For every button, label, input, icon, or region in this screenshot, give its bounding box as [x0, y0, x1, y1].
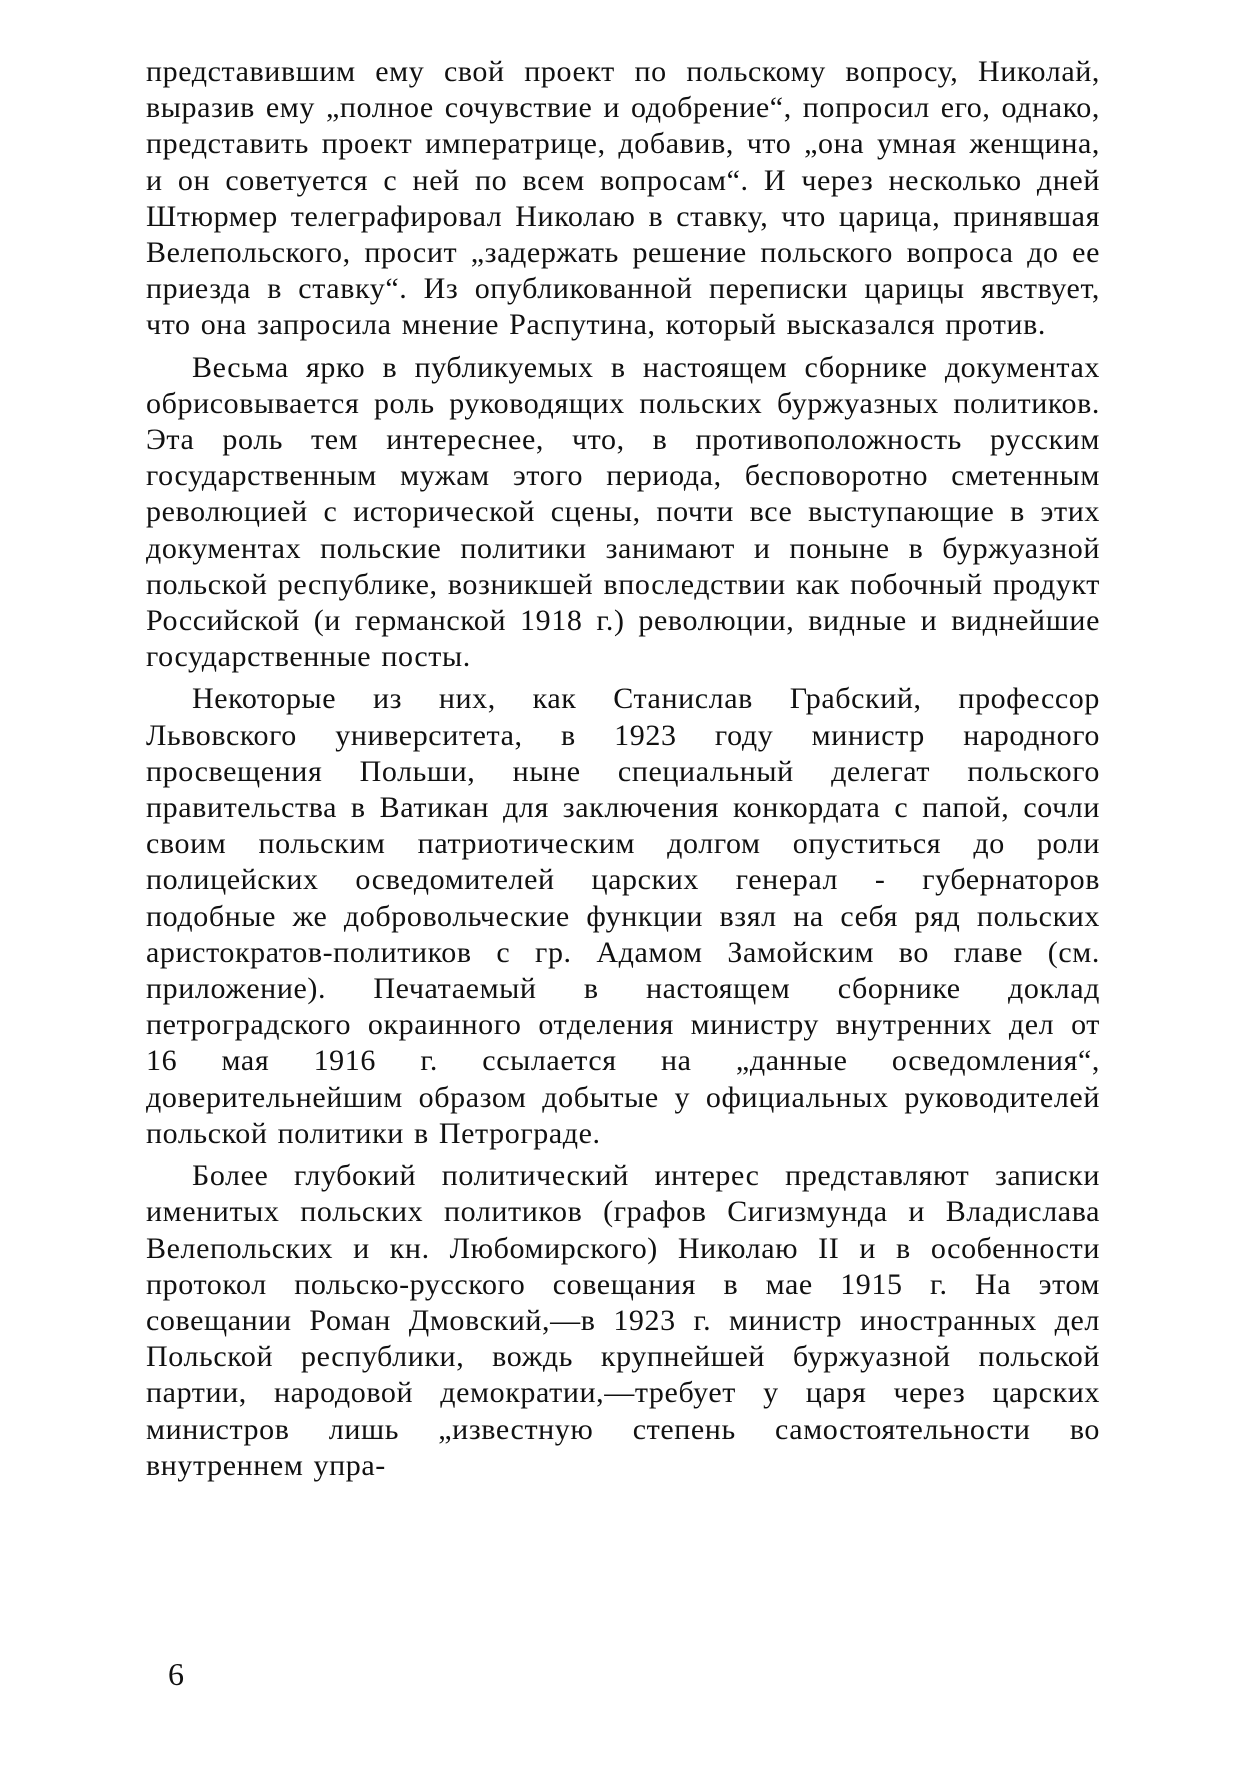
paragraph: Некоторые из них, как Станислав Грабский, профессор Львовского университета, в 1923 году министр народного просвещения Польши, ныне специальный делегат польского правительства в Ватикан для заключения конкордата с папой, сочли своим польским патриотическим долгом опуститься до роли полицейских осведомителей царских генерал - губернаторов подобные же добровольческие функции взял на себя ряд польских аристократов-политиков с гр. Адамом Замойским во главе (см. приложение). Печатаемый в настоящем сборнике доклад петроградского окраинного отделения министру внутренних дел от 16 мая 1916 г. ссылается на „данные осведомления“, доверительнейшим образом добытые у официальных руководителей польской политики в Петрограде. — [146, 682, 1100, 1150]
body-text — [146, 54, 1100, 1484]
paragraph: Более глубокий политический интерес представляют записки именитых польских политиков (графов Сигизмунда и Владислава Велепольских и кн. Любомирского) Николаю II и в особенности протокол польско-русского совещания в мае 1915 г. На этом совещании Роман Дмовский,—в 1923 г. министр иностранных дел Польской республики, вождь крупнейшей буржуазной польской партии, народовой демократии,—требует у царя через царских министров лишь „известную степень самостоятельности во внутреннем упра- — [146, 1159, 1100, 1482]
paragraph-continued: представившим ему свой проект по польскому вопросу, Николай, выразив ему „полное сочувствие и одобрение“, попросил его, однако, представить проект императрице, добавив, что „она умная женщина, и он советуется с ней по всем вопросам“. И через несколько дней Штюрмер телеграфировал Николаю в ставку, что царица, принявшая Велепольского, просит „задержать решение польского вопроса до ее приезда в ставку“. Из опубликованной переписки царицы явствует, что она запросила мнение Распутина, который высказался против. — [146, 55, 1100, 342]
paragraph: Весьма ярко в публикуемых в настоящем сборнике документах обрисовывается роль руководящих польских буржуазных политиков. Эта роль тем интереснее, что, в противоположность русским государственным мужам этого периода, бесповоротно сметенным революцией с исторической сцены, почти все выступающие в этих документах польские политики занимают и поныне в буржуазной польской республике, возникшей впоследствии как побочный продукт Российской (и германской 1918 г.) революции, видные и виднейшие государственные посты. — [146, 350, 1100, 674]
page-number: 6 — [168, 1656, 184, 1692]
